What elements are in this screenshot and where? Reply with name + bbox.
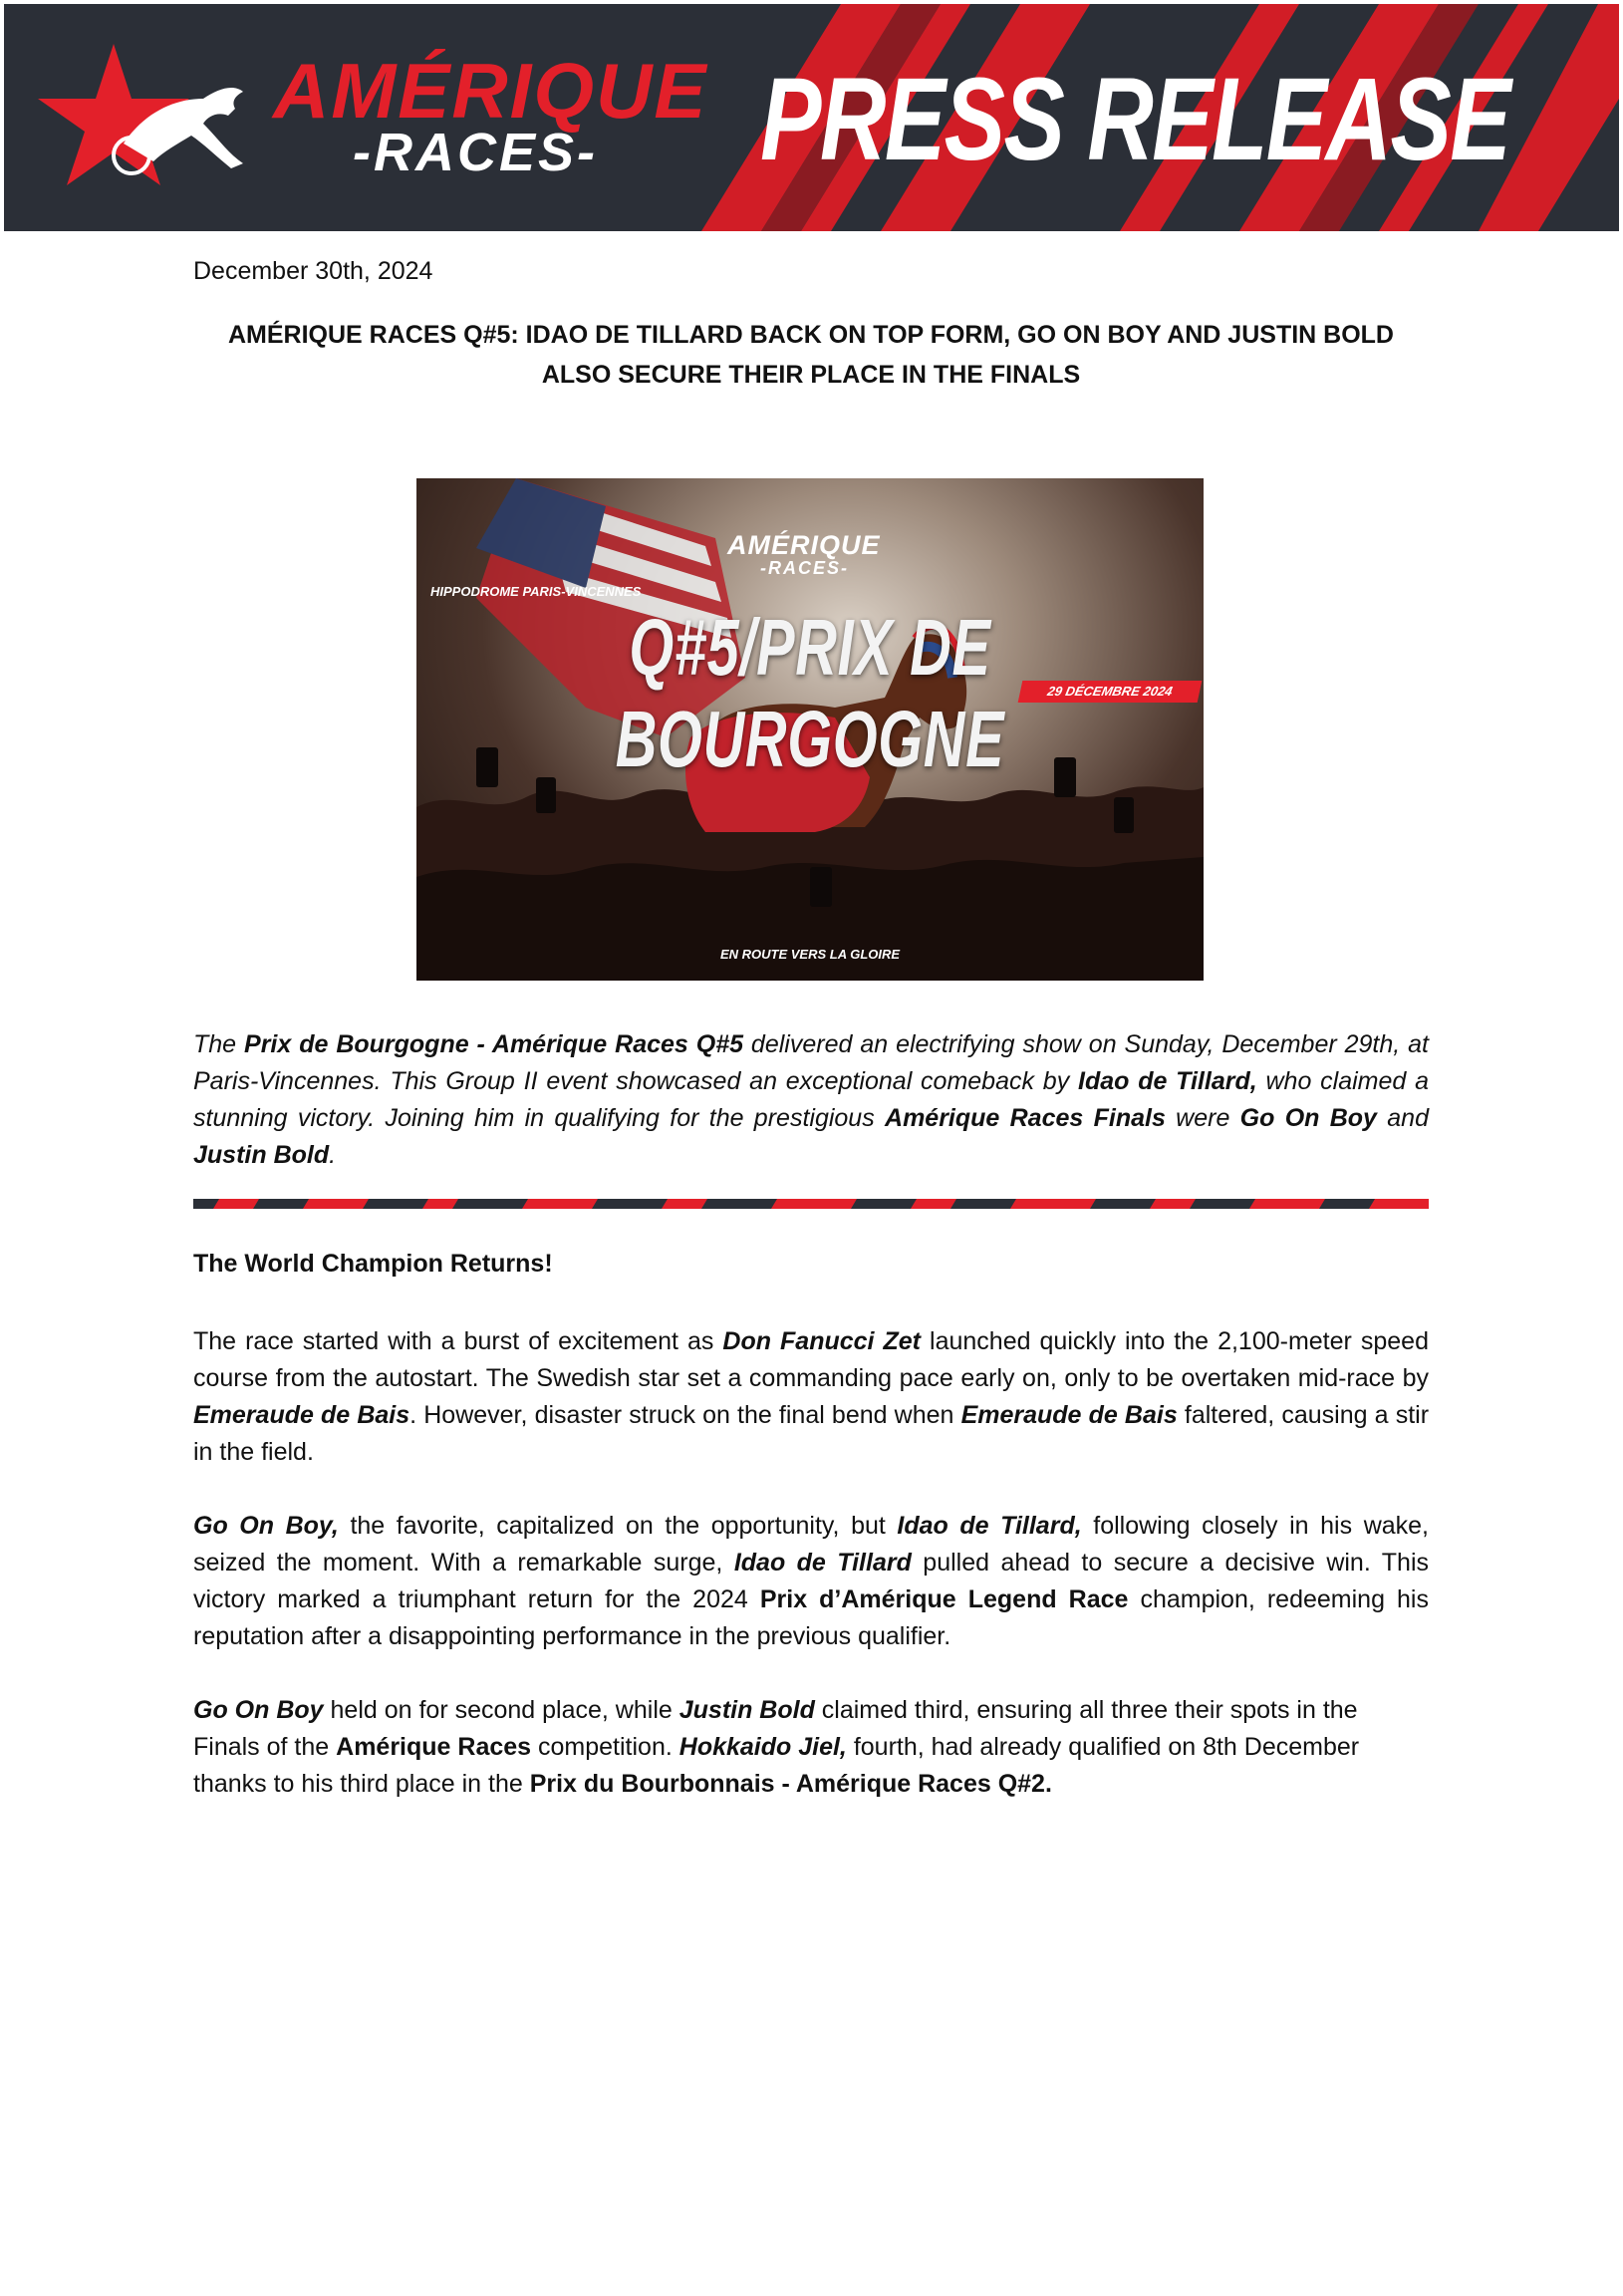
p2-text-4: champion, redeeming his reputation after a disappointing performance in the previous qualifier.: [193, 1585, 1429, 1650]
p2-text-3: pulled ahead to secure a decisive win. This victory marked a triumphant return for the 2024: [193, 1549, 1430, 1613]
striped-divider: [193, 1199, 1429, 1209]
p2-bold-2: Idao de Tillard,: [897, 1512, 1082, 1540]
paragraph-2: [193, 1508, 1429, 1655]
intro-text-5: and: [1376, 1104, 1429, 1132]
headline-line-2: ALSO SECURE THEIR PLACE IN THE FINALS: [541, 361, 1081, 389]
intro-text-1: The: [193, 1030, 245, 1058]
intro-text-3: who claimed a stunning victory. Joining him in qualifying for the prestigious: [193, 1067, 1430, 1132]
press-release-title: PRESS RELEASE: [759, 54, 1509, 185]
intro-text-2: delivered an electrifying show on Sunday, December 29th, at Paris-Vincennes. This Group II event showcased an exceptional comeback by: [193, 1030, 1429, 1095]
poster-venue: HIPPODROME PARIS-VINCENNES: [430, 584, 642, 599]
p3-bold-3: Amérique Races: [336, 1733, 532, 1761]
p3-bold-2: Justin Bold: [678, 1696, 815, 1724]
paragraph-1: [193, 1323, 1429, 1471]
poster-title: Q#5/PRIX DE BOURGOGNE: [615, 603, 1005, 783]
section-title: The World Champion Returns!: [193, 1250, 553, 1278]
intro-bold-5: Justin Bold: [193, 1141, 330, 1169]
headline-line-1: AMÉRIQUE RACES Q#5: IDAO DE TILLARD BACK ON TOP FORM, GO ON BOY AND JUSTIN BOLD: [228, 321, 1394, 349]
intro-bold-1: Prix de Bourgogne - Amérique Races Q#5: [244, 1030, 743, 1058]
intro-bold-2: Idao de Tillard,: [1078, 1067, 1257, 1095]
intro-paragraph: [193, 1026, 1429, 1174]
p3-bold-4: Hokkaido Jiel,: [678, 1733, 847, 1761]
poster-footer-tagline: EN ROUTE VERS LA GLOIRE: [719, 947, 901, 962]
p3-text-4: fourth, had already qualified on 8th December thanks to his third place in the: [193, 1733, 1360, 1798]
intro-text-6: .: [329, 1141, 337, 1169]
event-poster-image: [416, 478, 1204, 981]
intro-bold-3: Amérique Races Finals: [885, 1104, 1166, 1132]
logo-races-text: -RACES-: [353, 123, 598, 182]
p2-bold-4: Prix d’Amérique Legend Race: [759, 1585, 1129, 1613]
p3-text-2: claimed third, ensuring all three their spots in the Finals of the: [193, 1696, 1358, 1761]
p1-text-4: faltered, causing a stir in the field.: [193, 1401, 1430, 1466]
paragraph-3: [193, 1692, 1429, 1803]
p2-text-2: following closely in his wake, seized the moment. With a remarkable surge,: [193, 1512, 1429, 1577]
p3-text-1: held on for second place, while: [323, 1696, 679, 1724]
p1-bold-3: Emeraude de Bais: [960, 1401, 1178, 1429]
poster-brand: AMÉRIQUE: [727, 530, 881, 560]
poster-date-badge: 29 DÉCEMBRE 2024: [1018, 681, 1203, 703]
p1-text-1: The race started with a burst of excitement as: [193, 1327, 723, 1355]
p2-text-1: the favorite, capitalized on the opportunity, but: [338, 1512, 898, 1540]
logo-amerique-text: AMÉRIQUE: [273, 47, 708, 135]
release-date: December 30th, 2024: [193, 257, 433, 285]
intro-bold-4: Go On Boy: [1239, 1104, 1377, 1132]
poster-brand-sub: -RACES-: [760, 558, 849, 578]
p1-bold-1: Don Fanucci Zet: [722, 1327, 922, 1355]
p2-bold-3: Idao de Tillard: [733, 1549, 912, 1577]
intro-text-4: were: [1165, 1104, 1240, 1132]
p3-text-3: competition.: [531, 1733, 679, 1761]
headline: [193, 315, 1429, 395]
press-release-banner: [4, 4, 1619, 231]
p3-bold-1: Go On Boy: [193, 1696, 324, 1724]
p1-text-3: . However, disaster struck on the final bend when: [409, 1401, 961, 1429]
p2-bold-1: Go On Boy,: [193, 1512, 339, 1540]
p3-bold-5: Prix du Bourbonnais - Amérique Races Q#2.: [529, 1770, 1052, 1798]
p1-text-2: launched quickly into the 2,100-meter speed course from the autostart. The Swedish star set a commanding pace early on, only to be overtaken mid-race by: [193, 1327, 1429, 1392]
p1-bold-2: Emeraude de Bais: [193, 1401, 410, 1429]
